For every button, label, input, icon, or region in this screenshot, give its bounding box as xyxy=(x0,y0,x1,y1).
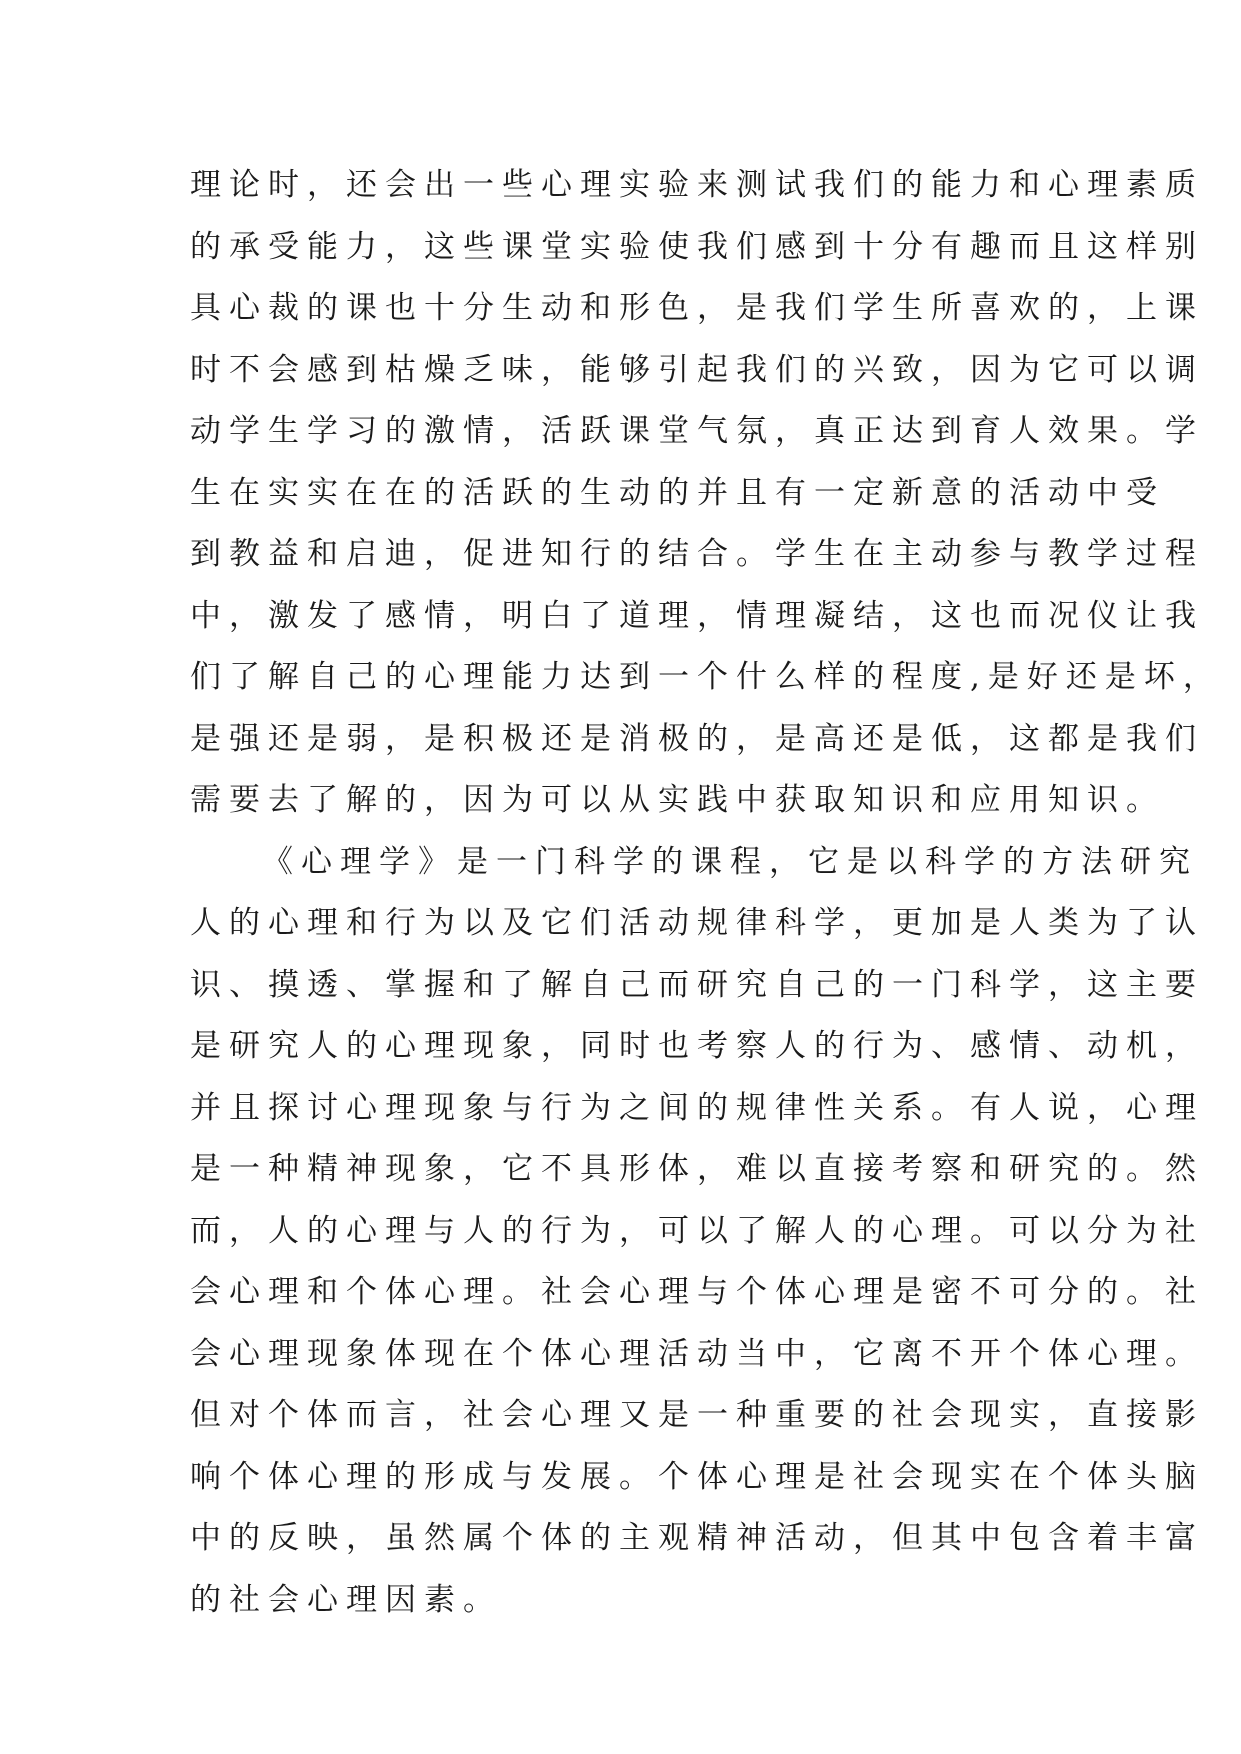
text-line: 但对个体而言，社会心理又是一种重要的社会现实，直接影 xyxy=(190,1397,1204,1433)
paragraph-2 xyxy=(190,832,1204,1632)
text-line: 理论时，还会出一些心理实验来测试我们的能力和心理素质 xyxy=(190,167,1204,203)
text-line: 的社会心理因素。 xyxy=(190,1581,502,1618)
text-line: 到教益和启迪，促进知行的结合。学生在主动参与教学过程 xyxy=(190,536,1204,572)
text-line: 并且探讨心理现象与行为之间的规律性关系。有人说，心理 xyxy=(190,1089,1204,1126)
text-line: 会心理现象体现在个体心理活动当中，它离不开个体心理。 xyxy=(190,1335,1204,1372)
text-line: 识、摸透、掌握和了解自己而研究自己的一门科学，这主要 xyxy=(190,966,1204,1003)
text-line: 时不会感到枯燥乏味，能够引起我们的兴致，因为它可以调 xyxy=(190,351,1204,388)
paragraph-1 xyxy=(190,155,1222,832)
text-line: 需要去了解的，因为可以从实践中获取知识和应用知识。 xyxy=(190,782,1165,818)
text-line: 们了解自己的心理能力达到一个什么样的程度,是好还是坏， xyxy=(190,659,1222,695)
text-line: 《心理学》是一门科学的课程，它是以科学的方法研究 xyxy=(262,843,1198,880)
text-line: 响个体心理的形成与发展。个体心理是社会现实在个体头脑 xyxy=(190,1458,1204,1495)
text-line: 具心裁的课也十分生动和形色，是我们学生所喜欢的，上课 xyxy=(190,290,1204,326)
text-line: 动学生学习的激情，活跃课堂气氛，真正达到育人效果。学 xyxy=(190,413,1204,449)
text-line: 的承受能力，这些课堂实验使我们感到十分有趣而且这样别 xyxy=(190,228,1204,265)
document-body xyxy=(190,155,1222,1631)
text-line: 会心理和个体心理。社会心理与个体心理是密不可分的。社 xyxy=(190,1274,1204,1310)
text-line: 中的反映，虽然属个体的主观精神活动，但其中包含着丰富 xyxy=(190,1520,1204,1556)
text-line: 人的心理和行为以及它们活动规律科学，更加是人类为了认 xyxy=(190,905,1204,941)
text-line: 是强还是弱，是积极还是消极的，是高还是低，这都是我们 xyxy=(190,720,1204,757)
text-line: 生在实实在在的活跃的生动的并且有一定新意的活动中受 xyxy=(190,474,1165,511)
text-line: 中，激发了感情，明白了道理，情理凝结，这也而况仪让我 xyxy=(190,597,1204,634)
text-line: 而，人的心理与人的行为，可以了解人的心理。可以分为社 xyxy=(190,1212,1204,1249)
text-line: 是研究人的心理现象，同时也考察人的行为、感情、动机， xyxy=(190,1028,1204,1064)
text-line: 是一种精神现象，它不具形体，难以直接考察和研究的。然 xyxy=(190,1151,1204,1187)
